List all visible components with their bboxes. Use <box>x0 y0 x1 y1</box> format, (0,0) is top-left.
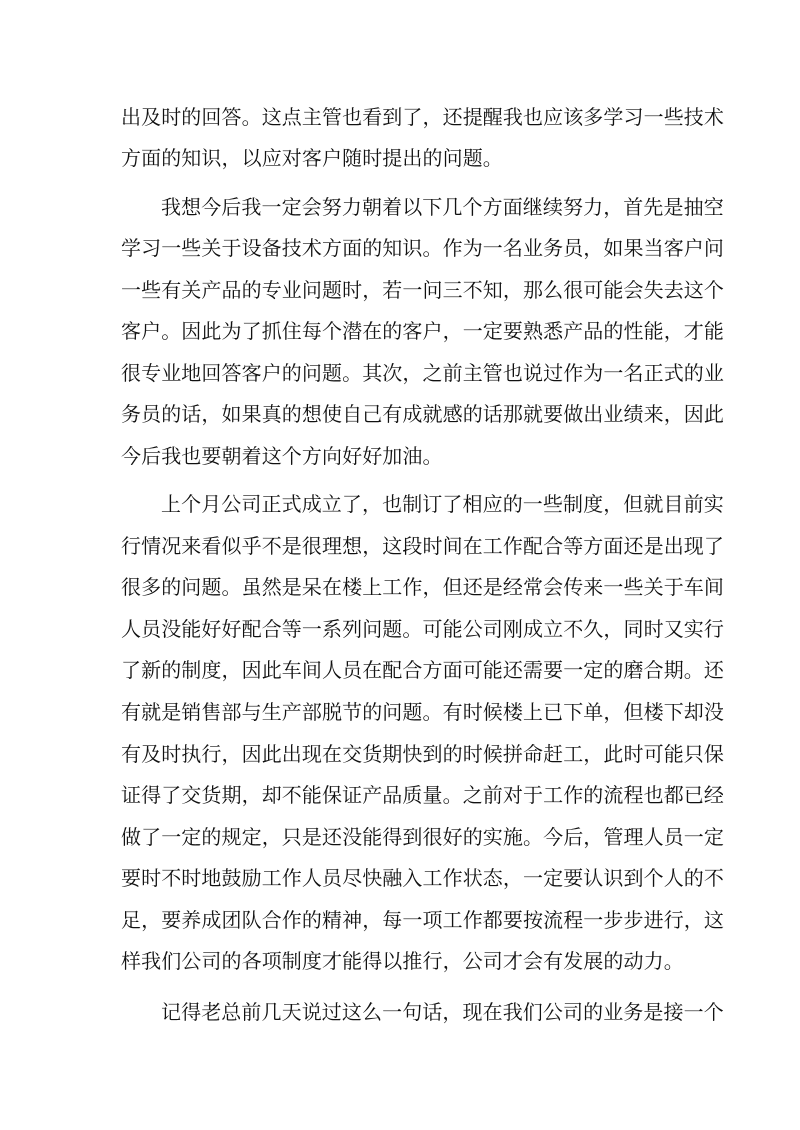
text-line: 务员的话，如果真的想使自己有成就感的话那就要做出业绩来，因此 <box>121 402 724 426</box>
text-line: 做了一定的规定，只是还没能得到很好的实施。今后，管理人员一定 <box>121 825 724 849</box>
text-line: 有就是销售部与生产部脱节的问题。有时候楼上已下单，但楼下却没 <box>121 700 724 724</box>
text-line: 样我们公司的各项制度才能得以推行，公司才会有发展的动力。 <box>121 949 684 973</box>
text-line: 行情况来看似乎不是很理想，这段时间在工作配合等方面还是出现了 <box>121 534 724 558</box>
text-line: 客户。因此为了抓住每个潜在的客户，一定要熟悉产品的性能，才能 <box>121 319 724 343</box>
text-line: 很多的问题。虽然是呆在楼上工作，但还是经常会传来一些关于车间 <box>121 575 724 599</box>
text-line: 人员没能好好配合等一系列问题。可能公司刚成立不久，同时又实行 <box>121 617 724 641</box>
text-line: 方面的知识，以应对客户随时提出的问题。 <box>121 146 503 170</box>
text-line: 了新的制度，因此车间人员在配合方面可能还需要一定的磨合期。还 <box>121 658 724 682</box>
text-line: 很专业地回答客户的问题。其次，之前主管也说过作为一名正式的业 <box>121 361 724 385</box>
text-line: 今后我也要朝着这个方向好好加油。 <box>121 444 443 468</box>
paragraph-start-line: 记得老总前几天说过这么一句话，现在我们公司的业务是接一个 <box>161 1000 724 1024</box>
text-line: 一些有关产品的专业问题时，若一问三不知，那么很可能会失去这个 <box>121 278 724 302</box>
text-line: 要时不时地鼓励工作人员尽快融入工作状态，一定要认识到个人的不 <box>121 866 724 890</box>
text-line: 学习一些关于设备技术方面的知识。作为一名业务员，如果当客户问 <box>121 236 724 260</box>
text-line: 证得了交货期，却不能保证产品质量。之前对于工作的流程也都已经 <box>121 783 724 807</box>
text-line: 有及时执行，因此出现在交货期快到的时候拼命赶工，此时可能只保 <box>121 742 724 766</box>
paragraph-start-line: 上个月公司正式成立了，也制订了相应的一些制度，但就目前实 <box>161 492 724 516</box>
paragraph-start-line: 我想今后我一定会努力朝着以下几个方面继续努力，首先是抽空 <box>161 195 724 219</box>
text-line: 出及时的回答。这点主管也看到了，还提醒我也应该多学习一些技术 <box>121 105 724 129</box>
text-line: 足，要养成团队合作的精神，每一项工作都要按流程一步步进行，这 <box>121 908 724 932</box>
